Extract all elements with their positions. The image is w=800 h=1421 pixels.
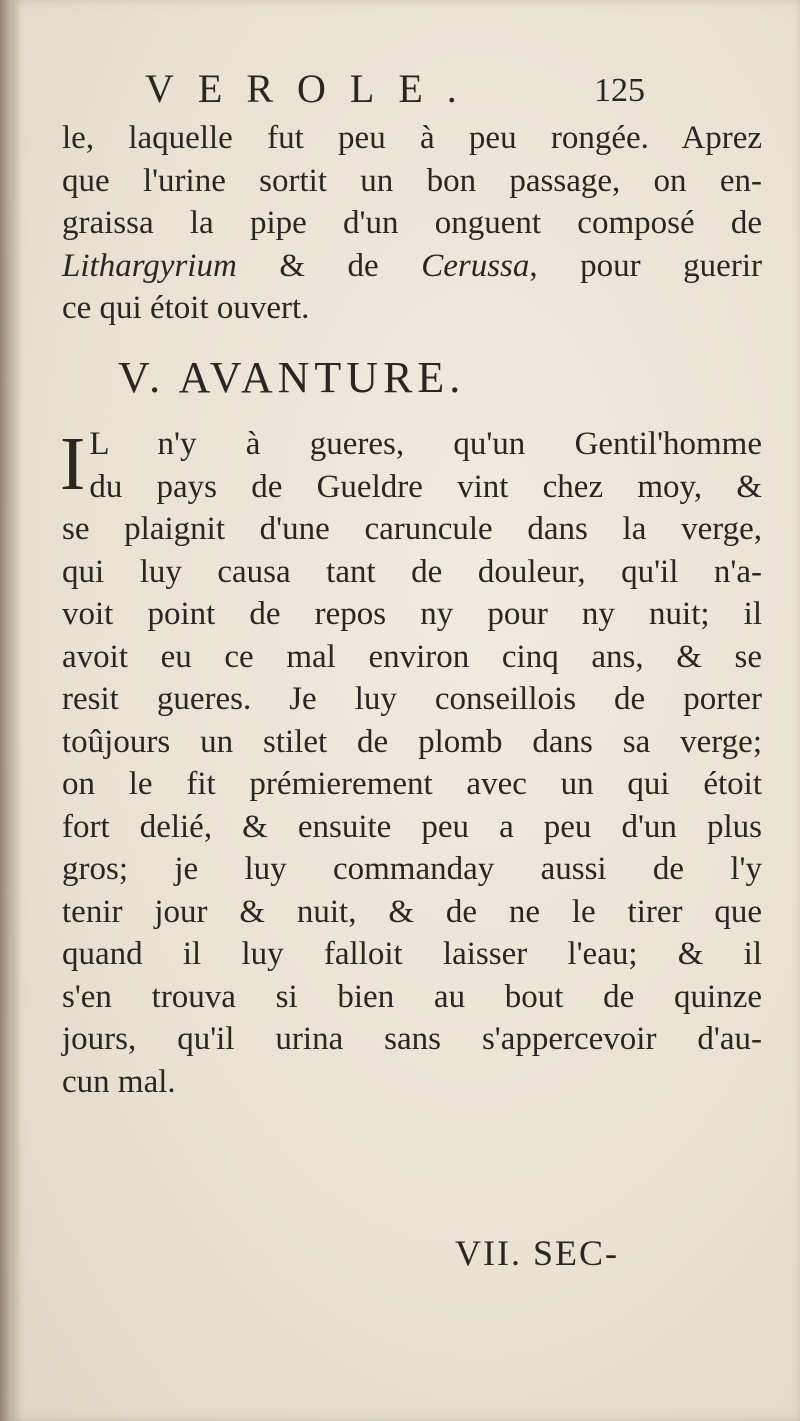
section-paragraph — [62, 423, 762, 1103]
running-title: VEROLE. — [145, 66, 481, 111]
drop-cap: I — [60, 422, 86, 506]
text-line: tenir jour & nuit, & de ne le tirer que — [62, 893, 762, 930]
text-line: gros; je luy commanday aussi de l'y — [62, 851, 762, 887]
section-heading: V. AVANTURE. — [118, 353, 466, 402]
text-line: voit point de repos ny pour ny nuit; il — [62, 596, 762, 632]
page-number: 125 — [594, 72, 645, 109]
page-header — [145, 64, 645, 114]
text-line: du pays de Gueldre vint chez moy, & — [89, 468, 762, 505]
text-line: qui luy causa tant de douleur, qu'il n'a- — [62, 553, 762, 590]
text-line: ce qui étoit ouvert. — [62, 290, 310, 326]
text-line: graissa la pipe d'un onguent composé de — [62, 205, 762, 241]
text-line: que l'urine sortit un bon passage, on en- — [62, 162, 762, 199]
text-line: Lithargyrium & de Cerussa, pour guerir — [62, 247, 762, 284]
text-line: fort delié, & ensuite peu a peu d'un plus — [62, 808, 762, 845]
text-line: le, laquelle fut peu à peu rongée. Aprez — [62, 120, 762, 156]
text-line: quand il luy falloit laisser l'eau; & il — [62, 936, 762, 972]
continued-paragraph — [62, 117, 762, 330]
text-line: jours, qu'il urina sans s'appercevoir d'au- — [62, 1021, 762, 1057]
page-gutter-shadow — [0, 0, 22, 1421]
text-line: se plaignit d'une caruncule dans la verge, — [62, 511, 762, 547]
text-line: s'en trouva si bien au bout de quinze — [62, 978, 762, 1015]
catchword: VII. SEC- — [455, 1233, 619, 1273]
text-line: cun mal. — [62, 1063, 176, 1100]
text-line: on le fit prémierement avec un qui étoit — [62, 766, 762, 802]
text-line: resit gueres. Je luy conseillois de porter — [62, 681, 762, 717]
text-line: avoit eu ce mal environ cinq ans, & se — [62, 638, 762, 675]
text-line: L n'y à gueres, qu'un Gentil'homme — [89, 426, 762, 462]
text-line: toûjours un stilet de plomb dans sa verge; — [62, 723, 762, 760]
